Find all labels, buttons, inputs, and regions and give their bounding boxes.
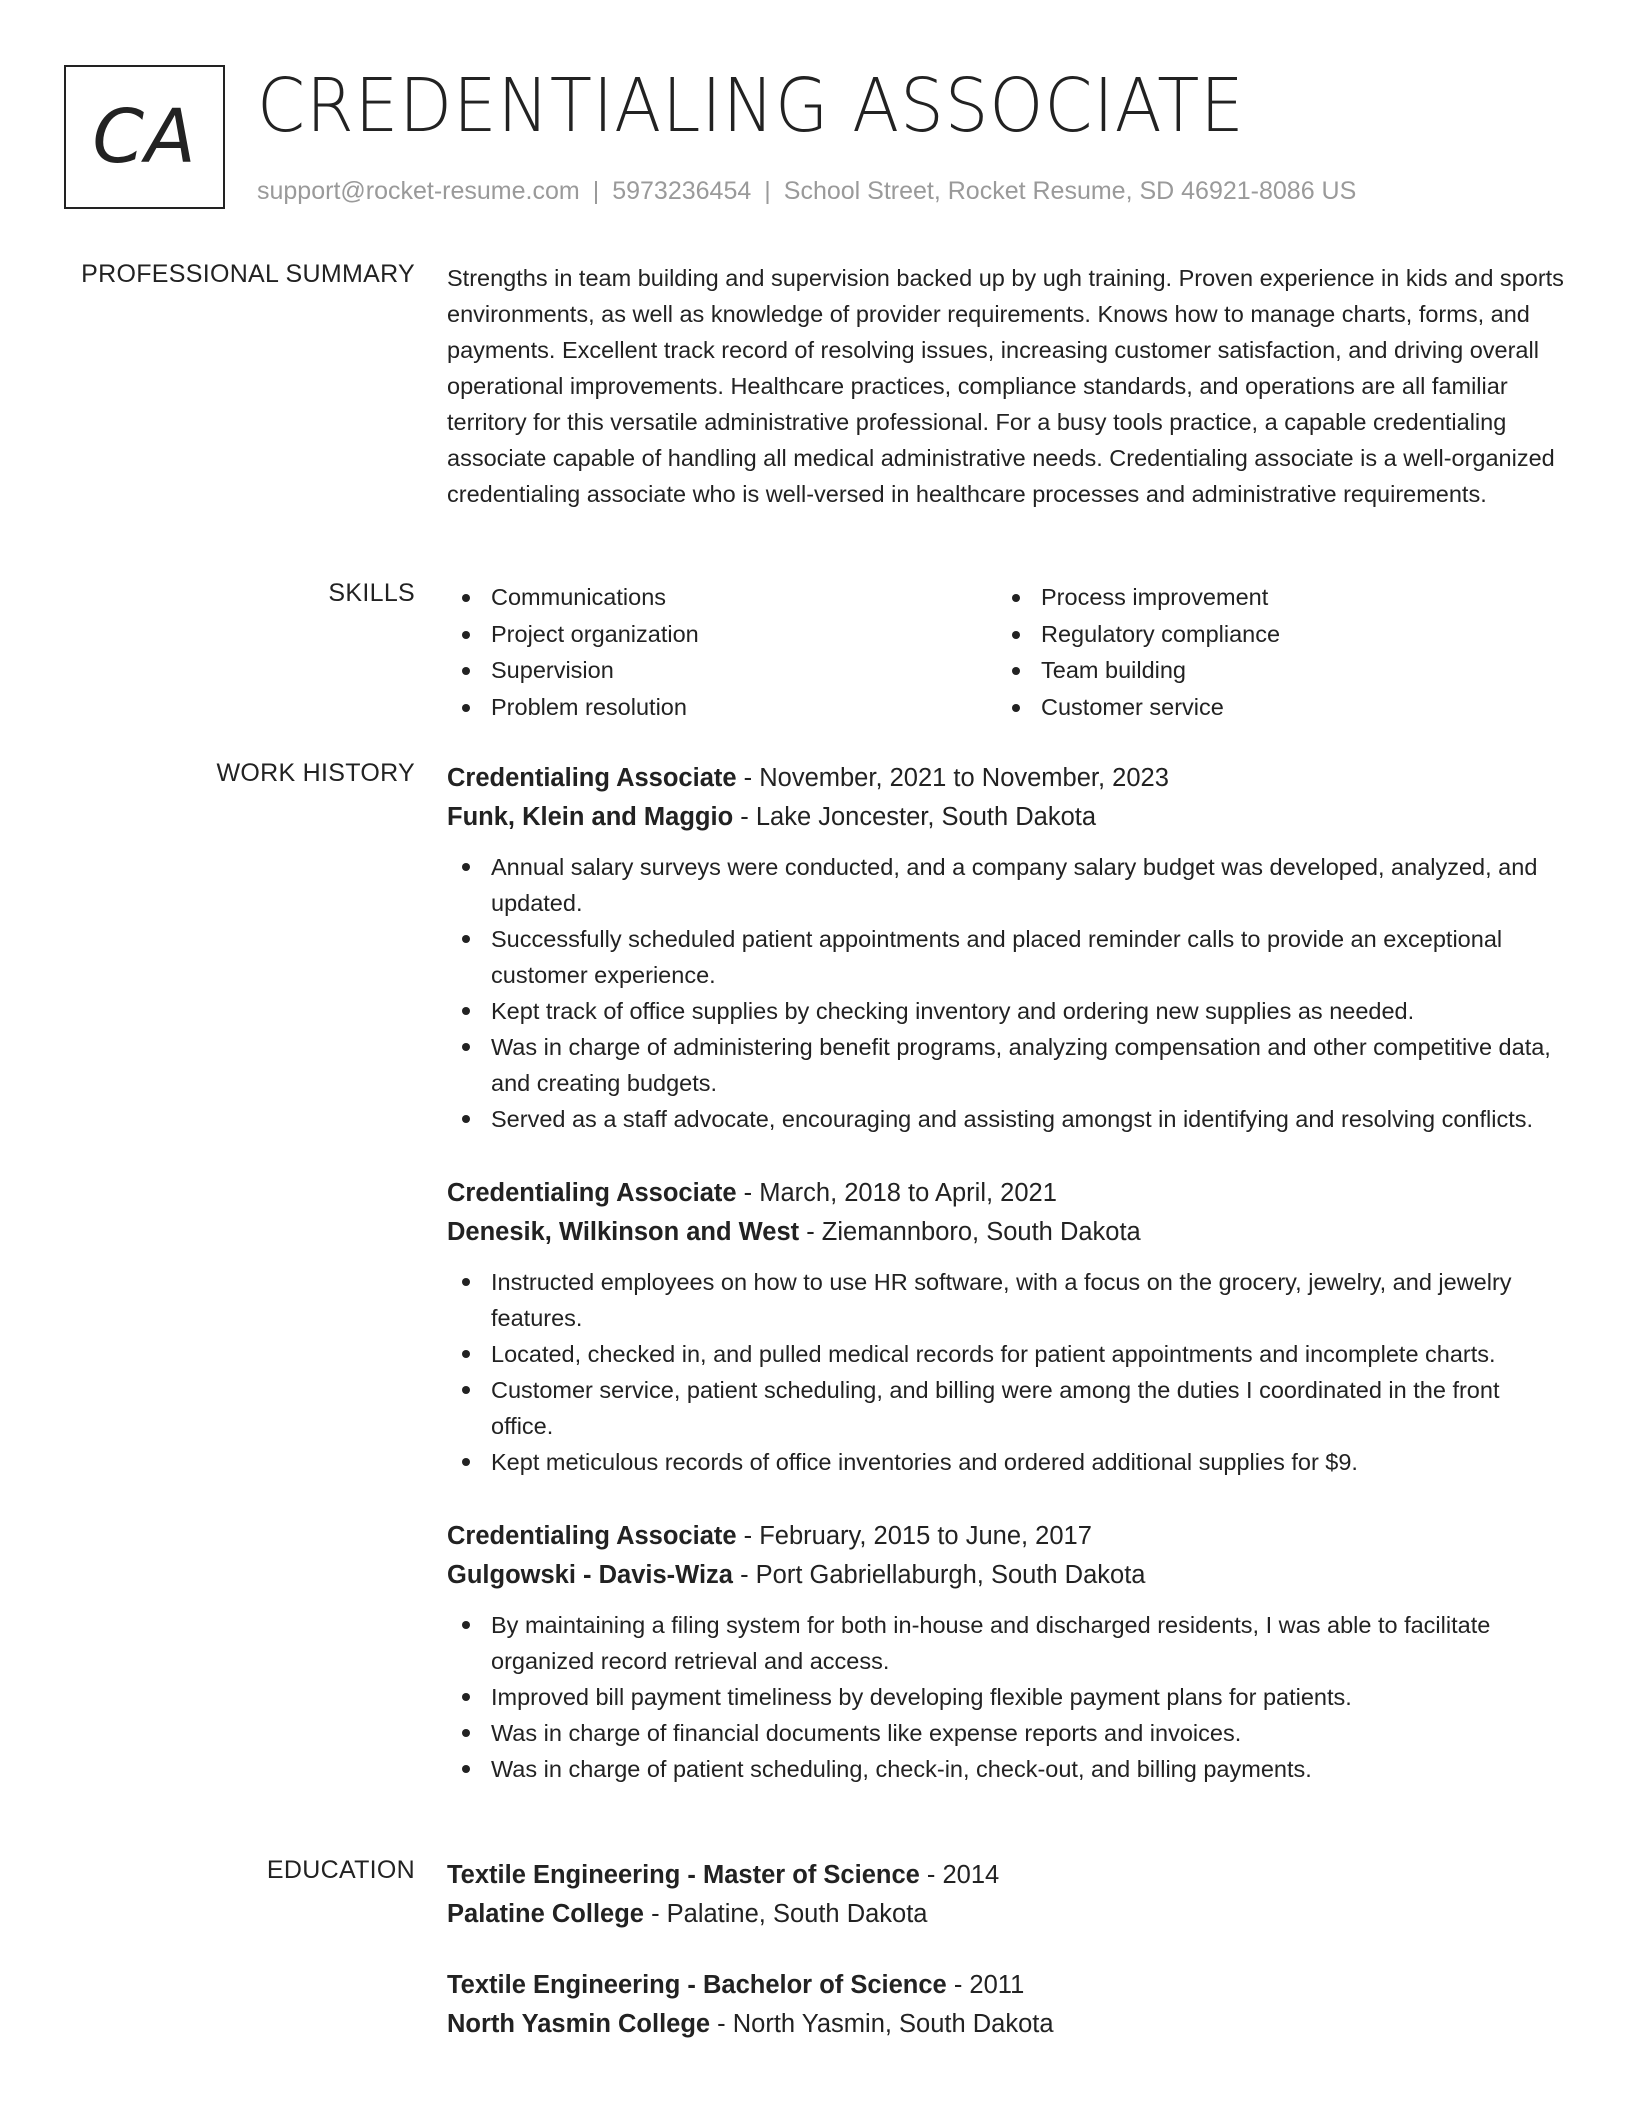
job-bullet: Improved bill payment timeliness by developing flexible payment plans for patients. <box>447 1679 1567 1715</box>
skills-list <box>447 579 1567 726</box>
job-title-line <box>447 1174 1567 1213</box>
job-bullet: Instructed employees on how to use HR software, with a focus on the grocery, jewelry, and jewelry features. <box>447 1264 1567 1336</box>
job-entry <box>447 1517 1567 1787</box>
education-list <box>447 1856 1567 2076</box>
job-company: Funk, Klein and Maggio <box>447 803 734 831</box>
skill-item: Process improvement <box>997 579 1547 616</box>
degree-name: Textile Engineering - Bachelor of Science <box>447 1971 947 1999</box>
job-bullet: Annual salary surveys were conducted, and a company salary budget was developed, analyzed, and updated. <box>447 849 1567 921</box>
job-bullet: Kept meticulous records of office inventories and ordered additional supplies for $9. <box>447 1444 1567 1480</box>
section-heading-education: EDUCATION <box>266 1856 415 1884</box>
skill-item: Regulatory compliance <box>997 616 1547 653</box>
job-location: - Port Gabriellaburgh, South Dakota <box>733 1561 1146 1589</box>
job-bullet: By maintaining a filing system for both in-house and discharged residents, I was able to facilitate organized record retrieval and access. <box>447 1607 1567 1679</box>
education-entry <box>447 1966 1567 2044</box>
skill-item: Project organization <box>447 616 997 653</box>
job-dates: - March, 2018 to April, 2021 <box>736 1179 1057 1207</box>
work-history-list <box>447 759 1567 1824</box>
job-title: Credentialing Associate <box>447 1522 737 1550</box>
contact-address: School Street, Rocket Resume, SD 46921-8086 US <box>783 177 1357 205</box>
job-bullet: Located, checked in, and pulled medical records for patient appointments and incomplete charts. <box>447 1336 1567 1372</box>
contact-separator: | <box>764 177 771 205</box>
skills-column-left <box>447 579 997 726</box>
school-line <box>447 1895 1567 1934</box>
school-line <box>447 2005 1567 2044</box>
job-company-line <box>447 1556 1567 1595</box>
job-title: Credentialing Associate <box>447 764 737 792</box>
school-name: Palatine College <box>447 1900 644 1928</box>
degree-year: - 2014 <box>919 1861 1000 1889</box>
job-company-line <box>447 798 1567 837</box>
school-location: - Palatine, South Dakota <box>643 1900 928 1928</box>
job-bullet: Was in charge of administering benefit programs, analyzing compensation and other competitive data, and creating budgets. <box>447 1029 1567 1101</box>
page-title: CREDENTIALING ASSOCIATE <box>257 63 1245 149</box>
job-dates: - November, 2021 to November, 2023 <box>736 764 1169 792</box>
job-bullet: Customer service, patient scheduling, and billing were among the duties I coordinated in the front office. <box>447 1372 1567 1444</box>
degree-name: Textile Engineering - Master of Science <box>447 1861 920 1889</box>
education-entry <box>447 1856 1567 1934</box>
job-bullet: Was in charge of patient scheduling, check-in, check-out, and billing payments. <box>447 1751 1567 1787</box>
job-title-line <box>447 759 1567 798</box>
degree-line <box>447 1856 1567 1895</box>
skill-item: Communications <box>447 579 997 616</box>
job-title: Credentialing Associate <box>447 1179 737 1207</box>
skill-item: Customer service <box>997 689 1547 726</box>
school-location: - North Yasmin, South Dakota <box>710 2010 1054 2038</box>
job-location: - Lake Joncester, South Dakota <box>733 803 1097 831</box>
job-entry <box>447 1174 1567 1480</box>
skills-column-right <box>997 579 1547 726</box>
job-title-line <box>447 1517 1567 1556</box>
resume-header <box>64 65 1564 209</box>
section-heading-work-history: WORK HISTORY <box>216 759 415 787</box>
section-heading-summary: PROFESSIONAL SUMMARY <box>81 260 415 288</box>
section-heading-skills: SKILLS <box>328 579 415 607</box>
degree-line <box>447 1966 1567 2005</box>
job-bullet: Served as a staff advocate, encouraging and assisting amongst in identifying and resolving conflicts. <box>447 1101 1567 1137</box>
degree-year: - 2011 <box>946 1971 1025 1999</box>
job-bullet: Was in charge of financial documents like expense reports and invoices. <box>447 1715 1567 1751</box>
school-name: North Yasmin College <box>447 2010 711 2038</box>
skill-item: Supervision <box>447 652 997 689</box>
contact-email[interactable]: support@rocket-resume.com <box>257 177 580 205</box>
job-location: - Ziemannboro, South Dakota <box>799 1218 1141 1246</box>
job-bullet: Kept track of office supplies by checking inventory and ordering new supplies as needed. <box>447 993 1567 1029</box>
job-entry <box>447 759 1567 1137</box>
job-company-line <box>447 1213 1567 1252</box>
job-bullet: Successfully scheduled patient appointments and placed reminder calls to provide an exceptional customer experience. <box>447 921 1567 993</box>
job-company: Gulgowski - Davis-Wiza <box>447 1561 733 1589</box>
job-bullets <box>447 1607 1567 1787</box>
skill-item: Team building <box>997 652 1547 689</box>
contact-line <box>257 177 1356 206</box>
job-company: Denesik, Wilkinson and West <box>447 1218 800 1246</box>
contact-separator: | <box>592 177 600 205</box>
job-bullets <box>447 849 1567 1137</box>
monogram-badge: CA <box>64 65 225 209</box>
skill-item: Problem resolution <box>447 689 997 726</box>
contact-phone[interactable]: 5973236454 <box>612 177 752 205</box>
summary-text: Strengths in team building and supervision backed up by ugh training. Proven experience in kids and sports environments, as well as knowledge of provider requirements. Knows how to manage charts, forms, and payments. Excellent track record of resolving issues, increasing customer satisfaction, and driving overall operational improvements. Healthcare practices, compliance standards, and operations are all familiar territory for this versatile administrative professional. For a busy tools practice, a capable credentialing associate capable of handling all medical administrative needs. Credentialing associate is a well-organized credentialing associate who is well-versed in healthcare processes and administrative requirements. <box>447 265 1564 507</box>
job-dates: - February, 2015 to June, 2017 <box>736 1522 1092 1550</box>
job-bullets <box>447 1264 1567 1480</box>
